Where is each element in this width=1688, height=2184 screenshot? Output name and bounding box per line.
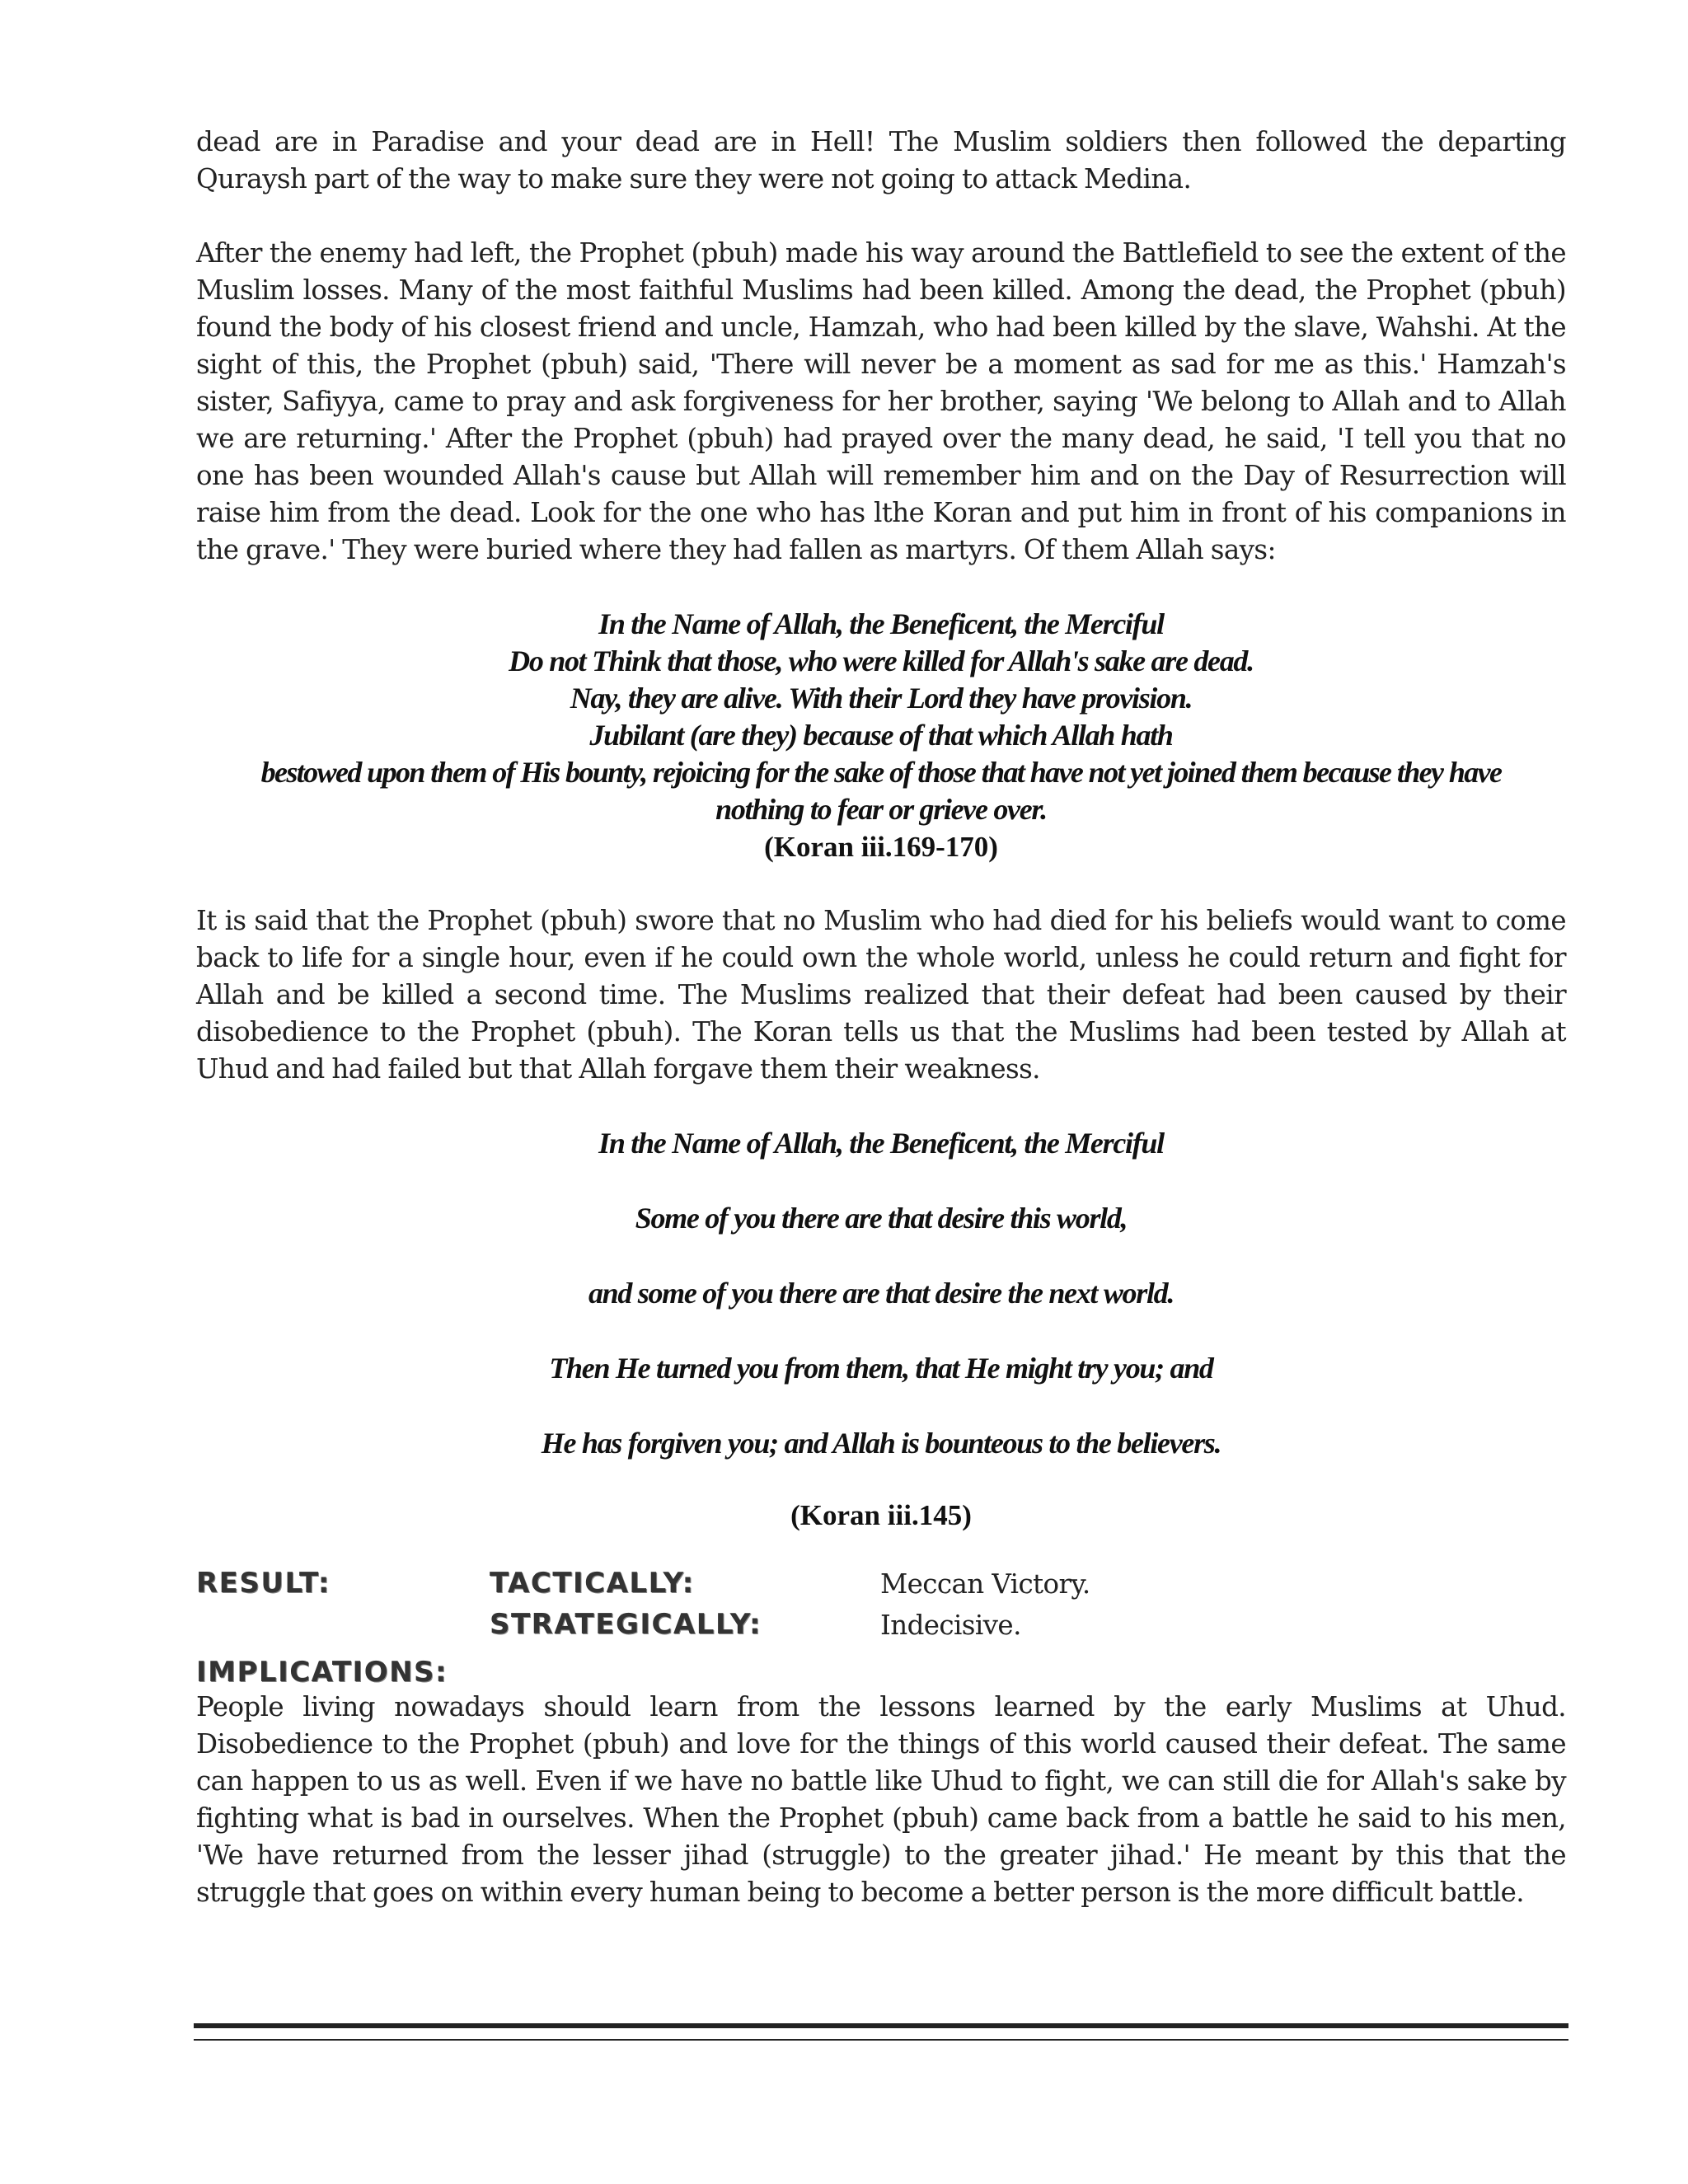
strategically-label: STRATEGICALLY:: [490, 1608, 762, 1641]
paragraph-battlefield: After the enemy had left, the Prophet (pbuh) made his way around the Battlefield to see the extent of the Muslim losses. Many of the most faithful Muslims had been killed. Among the dead, the Prophet (pbuh) found the body of his closest friend and uncle, Hamzah, who had been killed by the slave, Wahshi. At the sight of this, the Prophet (pbuh) said, 'There will never be a moment as sad for me as this.' Hamzah's sister, Safiyya, came to pray and ask forgiveness for her brother, saying 'We belong to Allah and to Allah we are returning.' After the Prophet (pbuh) had prayed over the many dead, he said, 'I tell you that no one has been wounded Allah's cause but Allah will remember him and on the Day of Resurrection will raise him from the dead. Look for the one who has lthe Koran and put him in front of his companions in the grave.' They were buried where they had fallen as martyrs. Of them Allah says:: [196, 237, 1566, 565]
document-page: [196, 124, 1566, 1911]
verse-reference-2: (Koran iii.145): [790, 1499, 972, 1531]
verse-line: In the Name of Allah, the Beneficent, the Merciful: [598, 607, 1164, 640]
verse-line: nothing to fear or grieve over.: [715, 793, 1047, 826]
footer-rule-thin: [194, 2039, 1568, 2041]
verse-line: In the Name of Allah, the Beneficent, the Merciful: [598, 1127, 1164, 1160]
paragraph-intro: dead are in Paradise and your dead are in Hell! The Muslim soldiers then followed the departing Quraysh part of the way to make sure they were not going to attack Medina.: [196, 126, 1566, 194]
paragraph-implications: People living nowadays should learn from the lessons learned by the early Muslims at Uhud. Disobedience to the Prophet (pbuh) and love for the things of this world caused their defeat. The same can happen to us as well. Even if we have no battle like Uhud to fight, we can still die for Allah's sake by fighting what is bad in ourselves. When the Prophet (pbuh) came back from a battle he said to his men, 'We have returned from the lesser jihad (struggle) to the greater jihad.' He meant by this that the struggle that goes on within every human being to become a better person is the more difficult battle.: [196, 1691, 1566, 1908]
verse-line: Then He turned you from them, that He might try you; and: [549, 1352, 1213, 1385]
verse-line: and some of you there are that desire the next world.: [588, 1277, 1175, 1310]
implications-heading: IMPLICATIONS:: [196, 1656, 448, 1689]
strategically-value: Indecisive.: [880, 1610, 1021, 1641]
verse-line: He has forgiven you; and Allah is bounteous to the believers.: [541, 1427, 1221, 1460]
verse-reference-1: (Koran iii.169-170): [764, 831, 998, 863]
result-label: RESULT:: [196, 1567, 331, 1600]
verse-line: Some of you there are that desire this world,: [635, 1202, 1128, 1235]
result-section: [196, 1567, 1566, 1649]
footer-rule-thick: [194, 2023, 1568, 2028]
verse-line: Jubilant (are they) because of that which Allah hath: [589, 719, 1173, 752]
tactically-label: TACTICALLY:: [490, 1567, 695, 1600]
verse-block-1: [196, 606, 1566, 828]
verse-line: bestowed upon them of His bounty, rejoicing for the sake of those that have not yet joined them because they have: [260, 756, 1502, 789]
verse-line: Nay, they are alive. With their Lord they have provision.: [570, 682, 1193, 715]
tactically-value: Meccan Victory.: [880, 1568, 1090, 1600]
paragraph-oath: It is said that the Prophet (pbuh) swore that no Muslim who had died for his beliefs would want to come back to life for a single hour, even if he could own the whole world, unless he could return and fight for Allah and be killed a second time. The Muslims realized that their defeat had been caused by their disobedience to the Prophet (pbuh). The Koran tells us that the Muslims had been tested by Allah at Uhud and had failed but that Allah forgave them their weakness.: [196, 905, 1566, 1085]
verse-block-2: [196, 1125, 1566, 1500]
verse-line: Do not Think that those, who were killed for Allah's sake are dead.: [509, 644, 1254, 677]
